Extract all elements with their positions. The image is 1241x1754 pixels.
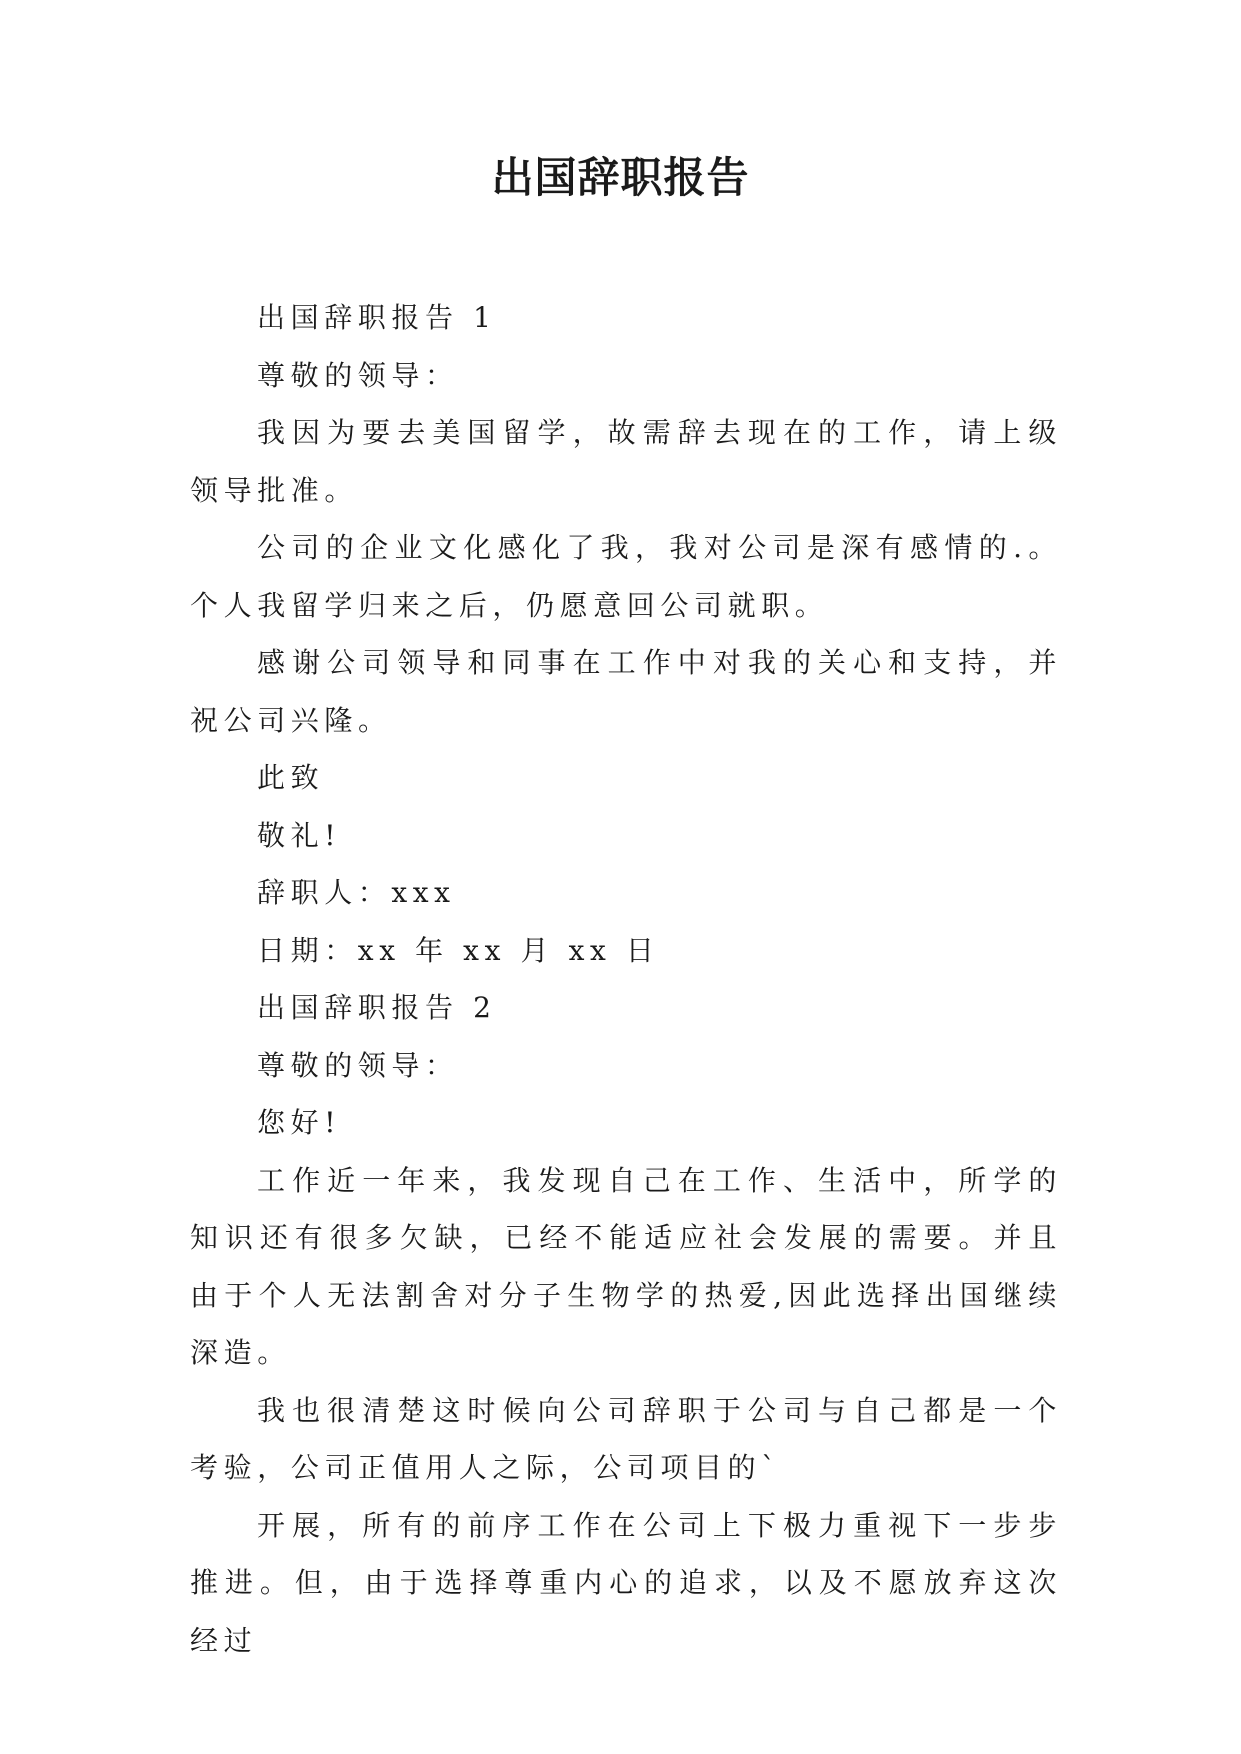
closing-regards: 敬礼! <box>257 818 342 852</box>
body-paragraph: 公司的企业文化感化了我，我对公司是深有感情的.。个人我留学归来之后，仍愿意回公司就职。 <box>190 531 1062 622</box>
body-paragraph: 开展，所有的前序工作在公司上下极力重视下一步步推进。但，由于选择尊重内心的追求，以及不愿放弃这次经过 <box>190 1508 1062 1657</box>
section-heading-2: 出国辞职报告 2 <box>257 991 497 1024</box>
body-paragraph: 我因为要去美国留学，故需辞去现在的工作，请上级领导批准。 <box>190 416 1062 507</box>
salutation: 尊敬的领导： <box>257 358 459 392</box>
body-paragraph: 我也很清楚这时候向公司辞职于公司与自己都是一个考验，公司正值用人之际，公司项目的` <box>190 1393 1062 1484</box>
section-heading-1: 出国辞职报告 1 <box>257 301 497 334</box>
salutation: 尊敬的领导： <box>257 1048 459 1082</box>
document-title: 出国辞职报告 <box>491 153 750 202</box>
greeting: 您好! <box>257 1106 342 1139</box>
date-line: 日期：xx 年 xx 月 xx 日 <box>257 933 660 967</box>
document-body <box>190 289 1062 1669</box>
body-paragraph: 工作近一年来，我发现自己在工作、生活中，所学的知识还有很多欠缺，已经不能适应社会发展的需要。并且由于个人无法割舍对分子生物学的热爱,因此选择出国继续深造。 <box>190 1163 1062 1369</box>
body-paragraph: 感谢公司领导和同事在工作中对我的关心和支持，并祝公司兴隆。 <box>190 646 1062 737</box>
signature-line: 辞职人：xxx <box>257 876 456 909</box>
closing-line: 此致 <box>257 761 325 794</box>
